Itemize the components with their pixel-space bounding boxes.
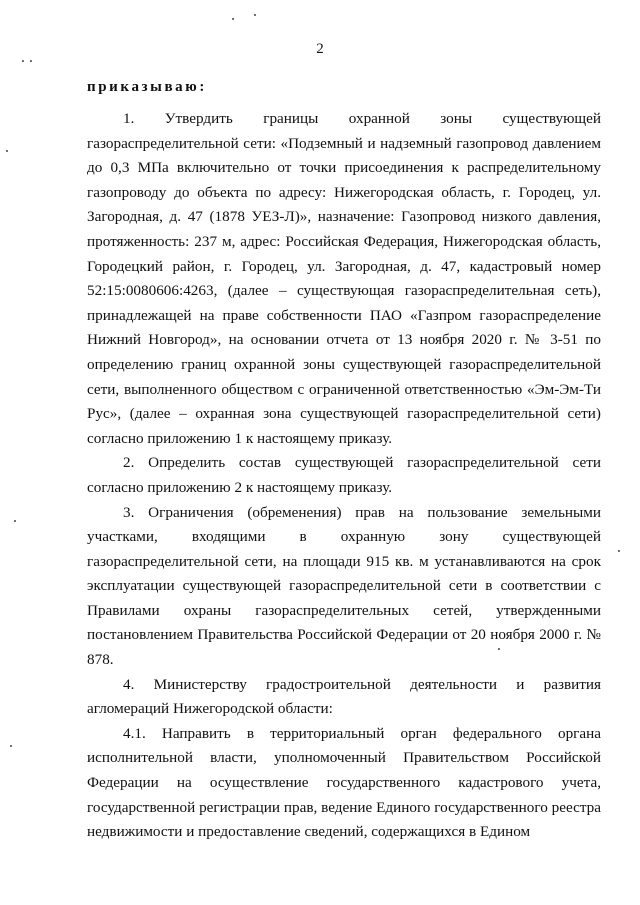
paragraph-2: 2. Определить состав существующей газораспределительной сети согласно приложению 2 к настоящему приказу.	[87, 454, 601, 496]
paragraph-4: 4. Министерству градостроительной деятельности и развития агломераций Нижегородской области:	[87, 675, 601, 718]
scan-speck	[498, 648, 500, 650]
scan-speck	[254, 14, 256, 16]
scan-speck	[232, 18, 234, 20]
scan-speck	[6, 150, 8, 152]
document-body	[87, 107, 601, 845]
paragraph-4-1: 4.1. Направить в территориальный орган федерального органа исполнительной власти, уполномоченный Правительством Российской Федерации на осуществление государственного кадастрового учета, государственной регистрации прав, ведение Единого государственного реестра недвижимости и предоставление сведений, содержащихся в Едином	[87, 724, 601, 841]
paragraph-3: 3. Ограничения (обременения) прав на пользование земельными участками, входящими в охранную зону существующей газораспределительной сети, на площади 915 кв. м устанавливаются на срок эксплуатации существующей газораспределительной сети в соответствии с Правилами охраны газораспределительных сетей, утвержденными постановлением Правительства Российской Федерации от 20 ноября 2000 г. № 878.	[87, 503, 601, 669]
scan-speck	[30, 60, 32, 62]
page-number: 2	[316, 41, 324, 57]
scan-speck	[22, 60, 24, 62]
paragraph-1: 1. Утвердить границы охранной зоны существующей газораспределительной сети: «Подземный и надземный газопровод давлением до 0,3 МПа включительно от точки присоединения к распределительному газопроводу до объекта по адресу: Нижегородская область, г. Городец, ул. Загородная, д. 47 (1878 УЕЗ-Л)», назначение: Газопровод низкого давления, протяженность: 237 м, адрес: Российская Федерация, Нижегородская область, Городецкий район, г. Городец, ул. Загородная, д. 47, кадастровый номер 52:15:0080606:4263, (далее – существующая газораспределительная сеть), принадлежащей на праве собственности ПАО «Газпром газораспределение Нижний Новгород», на основании отчета от 13 ноября 2020 г. № 3-51 по определению границ охранной зоны существующей газораспределительной сети, выполненного обществом с ограниченной ответственностью «Эм-Эм-Ти Рус», (далее – охранная зона существующей газораспределительной сети) согласно приложению 1 к настоящему приказу.	[87, 110, 601, 447]
scan-speck	[618, 550, 620, 552]
order-heading: приказываю:	[87, 79, 207, 95]
scan-speck	[10, 745, 12, 747]
scan-speck	[14, 520, 16, 522]
